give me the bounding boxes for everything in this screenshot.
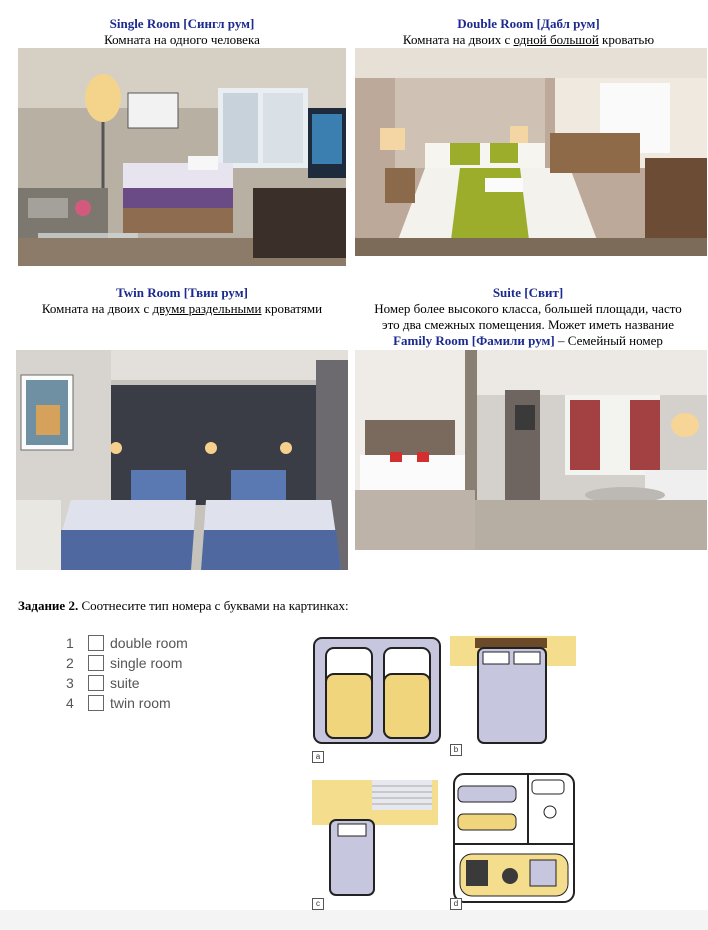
option-checkbox[interactable] [88, 635, 104, 651]
twin-room-title: Twin Room [Твин рум] [116, 285, 248, 300]
suite-photo [355, 350, 707, 550]
single-room-desc: Комната на одного человека [104, 32, 260, 47]
option-label: single room [110, 655, 183, 671]
desc-underlined: одной большой [513, 32, 599, 47]
floor-plan-d [450, 772, 580, 908]
option-number: 2 [66, 655, 74, 671]
plan-label-a: a [312, 751, 324, 763]
list-item [66, 673, 188, 693]
plan-label-b: b [450, 744, 462, 756]
single-room-title: Single Room [Сингл рум] [109, 16, 255, 31]
option-checkbox[interactable] [88, 655, 104, 671]
list-item [66, 653, 188, 673]
family-room-line [352, 333, 704, 349]
option-number: 4 [66, 695, 74, 711]
desc-underlined: двумя раздельными [152, 301, 262, 316]
desc-text: кроватями [261, 301, 323, 316]
double-room-desc [355, 32, 702, 48]
suite-desc-line2: это два смежных помещения. Может иметь название [381, 317, 675, 332]
double-room-title: Double Room [Дабл рум] [457, 16, 600, 31]
twin-room-photo [16, 350, 348, 570]
double-room-photo [355, 48, 707, 256]
floor-plan-a [312, 636, 442, 764]
option-number: 1 [66, 635, 74, 651]
desc-text: Комната на двоих с [402, 32, 514, 47]
suite-desc-line1: Номер более высокого класса, большей площади, часто [374, 301, 682, 316]
list-item [66, 693, 188, 713]
single-room-photo [18, 48, 346, 266]
family-room-title: Family Room [Фамили рум] [393, 333, 555, 348]
option-label: double room [110, 635, 188, 651]
desc-text: Комната на двоих с [41, 301, 153, 316]
twin-room-desc [18, 301, 346, 317]
single-room-caption [18, 16, 346, 48]
desc-text: кроватью [598, 32, 655, 47]
list-item [66, 633, 188, 653]
twin-room-caption [18, 285, 346, 317]
suite-title: Suite [Свит] [492, 285, 564, 300]
double-room-caption [355, 16, 702, 48]
option-checkbox[interactable] [88, 675, 104, 691]
option-label: suite [110, 675, 140, 691]
task-label: Задание 2. [18, 598, 79, 613]
floor-plan-b [450, 636, 580, 764]
page-bottom-band [0, 910, 708, 930]
task-heading [18, 598, 349, 614]
plan-label-d: d [450, 898, 462, 910]
option-label: twin room [110, 695, 171, 711]
family-room-desc: – Семейный номер [554, 333, 663, 348]
plan-label-c: c [312, 898, 324, 910]
floor-plan-c [312, 772, 442, 908]
task-text: Соотнесите тип номера с буквами на картинках: [78, 598, 349, 613]
options-list [66, 633, 188, 713]
suite-caption [352, 285, 704, 349]
option-number: 3 [66, 675, 74, 691]
option-checkbox[interactable] [88, 695, 104, 711]
